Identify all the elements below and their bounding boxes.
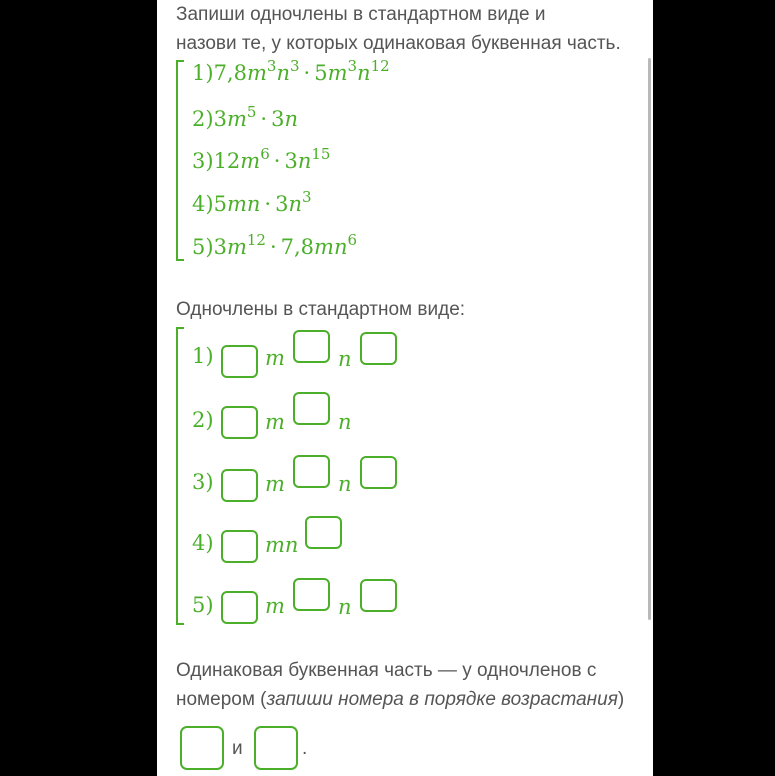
row-5-coefficient-input[interactable] bbox=[221, 591, 258, 624]
expression-3: $3)12m^6 \cdot 3n^{15}$ bbox=[192, 145, 331, 173]
row-4-var-mn: mn bbox=[265, 533, 299, 557]
standard-row-3-number: 3) bbox=[192, 470, 214, 494]
sentence-end: . bbox=[302, 738, 308, 759]
row-5-n-exponent-input[interactable] bbox=[360, 579, 397, 612]
second-number-input[interactable] bbox=[254, 726, 298, 770]
row-2-var-m: m bbox=[265, 410, 285, 434]
task-line-1: Запиши одночлены в стандартном виде и bbox=[176, 4, 546, 25]
row-1-var-n: n bbox=[338, 347, 352, 371]
standard-bracket bbox=[176, 327, 184, 625]
row-2-m-exponent-input[interactable] bbox=[293, 392, 330, 425]
expression-2: $2)3m^5 \cdot 3n$ bbox=[192, 103, 298, 131]
same-part-line-2: номером (запиши номера в порядке возрастания) bbox=[176, 689, 625, 710]
standard-row-5-number: 5) bbox=[192, 593, 214, 617]
row-1-coefficient-input[interactable] bbox=[221, 345, 258, 378]
scrollbar[interactable] bbox=[648, 58, 651, 620]
expressions-bracket bbox=[176, 60, 184, 261]
row-3-var-m: m bbox=[265, 472, 285, 496]
row-5-var-m: m bbox=[265, 594, 285, 618]
task-line-2: назови те, у которых одинаковая буквенная часть. bbox=[176, 33, 621, 54]
expression-5: $5)3m^{12} \cdot 7,8mn^6$ bbox=[192, 231, 358, 259]
row-3-var-n: n bbox=[338, 472, 352, 496]
row-4-n-exponent-input[interactable] bbox=[305, 516, 342, 549]
row-3-coefficient-input[interactable] bbox=[221, 469, 258, 502]
row-4-coefficient-input[interactable] bbox=[221, 530, 258, 563]
row-2-var-n: n bbox=[338, 410, 352, 434]
same-part-line-1: Одинаковая буквенная часть — у одночленов с bbox=[176, 660, 597, 681]
row-3-m-exponent-input[interactable] bbox=[293, 455, 330, 488]
row-5-m-exponent-input[interactable] bbox=[293, 578, 330, 611]
row-1-m-exponent-input[interactable] bbox=[293, 330, 330, 363]
standard-heading: Одночлены в стандартном виде: bbox=[176, 299, 466, 320]
connector-and: и bbox=[232, 738, 243, 759]
row-1-var-m: m bbox=[265, 346, 285, 370]
standard-row-2-number: 2) bbox=[192, 408, 214, 432]
expression-4: $4)5mn \cdot 3n^3$ bbox=[192, 188, 312, 216]
row-2-coefficient-input[interactable] bbox=[221, 406, 258, 439]
expression-1: $1)7,8m^3n^3 \cdot 5m^3n^{12}$ bbox=[192, 57, 390, 85]
standard-row-4-number: 4) bbox=[192, 531, 214, 555]
row-3-n-exponent-input[interactable] bbox=[360, 456, 397, 489]
first-number-input[interactable] bbox=[180, 726, 224, 770]
row-1-n-exponent-input[interactable] bbox=[360, 332, 397, 365]
row-5-var-n: n bbox=[338, 595, 352, 619]
standard-row-1-number: 1) bbox=[192, 344, 214, 368]
